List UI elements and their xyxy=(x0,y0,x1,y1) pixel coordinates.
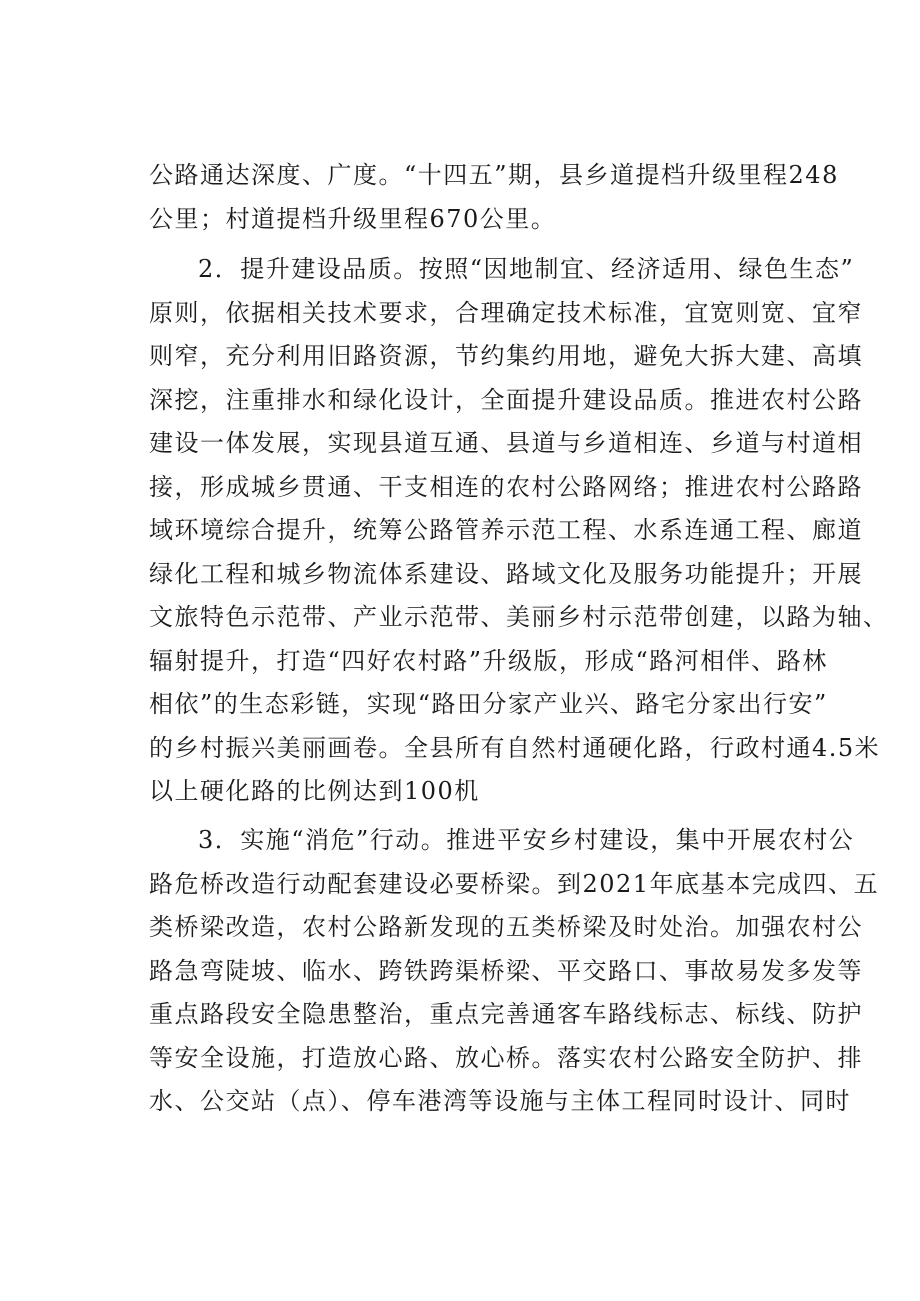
text-line-content: 路急弯陡坡、临水、跨铁跨渠桥梁、平交路口、事故易发多发等 xyxy=(149,957,863,985)
text-line xyxy=(0,1079,920,1123)
text-line-content: 类桥梁改造，农村公路新发现的五类桥梁及时处治。加强农村公 xyxy=(149,913,863,941)
text-line-content: 相依”的生态彩链，实现“路田分家产业兴、路宅分家出行安” xyxy=(149,690,828,718)
text-line-content: 原则，依据相关技术要求，合理确定技术标准，宜宽则宽、宜窄 xyxy=(149,299,863,327)
text-line xyxy=(0,682,920,726)
text-line-content: 接，形成城乡贯通、干支相连的农村公路网络；推进农村公路路 xyxy=(149,473,863,501)
text-line-content: 域环境综合提升，统筹公路管养示范工程、水系连通工程、廊道 xyxy=(149,516,863,544)
text-line xyxy=(0,465,920,509)
text-line-content: 文旅特色示范带、产业示范带、美丽乡村示范带创建，以路为轴、 xyxy=(149,603,889,631)
text-line xyxy=(0,334,920,378)
text-line-content: 路危桥改造行动配套建设必要桥梁。到2021年底基本完成四、五 xyxy=(149,870,880,898)
text-line xyxy=(0,862,920,906)
text-line-content: 建设一体发展，实现县道互通、县道与乡道相连、乡道与村道相 xyxy=(149,429,863,457)
text-line xyxy=(0,639,920,683)
text-line-content: 水、公交站（点）、停车港湾等设施与主体工程同时设计、同时 xyxy=(149,1087,851,1115)
text-line-content: 公路通达深度、广度。“十四五”期，县乡道提档升级里程248 xyxy=(149,161,839,189)
text-line xyxy=(0,197,920,241)
text-line xyxy=(0,595,920,639)
text-line xyxy=(0,992,920,1036)
text-line xyxy=(0,421,920,465)
text-line xyxy=(0,769,920,813)
text-line xyxy=(0,378,920,422)
text-line xyxy=(0,726,920,770)
text-line-content: 3．实施“消危”行动。推进平安乡村建设，集中开展农村公 xyxy=(198,826,855,854)
text-line xyxy=(0,508,920,552)
text-line-content: 深挖，注重排水和绿化设计，全面提升建设品质。推进农村公路 xyxy=(149,386,863,414)
paragraph-first-line xyxy=(0,247,920,291)
text-line xyxy=(0,153,920,197)
text-line-content: 2．提升建设品质。按照“因地制宜、经济适用、绿色生态” xyxy=(198,255,855,283)
text-line xyxy=(0,552,920,596)
text-line xyxy=(0,949,920,993)
text-line xyxy=(0,1036,920,1080)
text-line xyxy=(0,905,920,949)
text-line-content: 绿化工程和城乡物流体系建设、路域文化及服务功能提升；开展 xyxy=(149,560,863,588)
paragraph-first-line xyxy=(0,818,920,862)
text-line-content: 等安全设施，打造放心路、放心桥。落实农村公路安全防护、排 xyxy=(149,1044,863,1072)
text-line-content: 则窄，充分利用旧路资源，节约集约用地，避免大拆大建、高填 xyxy=(149,342,863,370)
text-line xyxy=(0,291,920,335)
text-line-content: 的乡村振兴美丽画卷。全县所有自然村通硬化路，行政村通4.5米 xyxy=(149,734,881,762)
text-line-content: 重点路段安全隐患整治，重点完善通客车路线标志、标线、防护 xyxy=(149,1000,863,1028)
text-line-content: 以上硬化路的比例达到100机 xyxy=(149,777,480,805)
text-line-content: 公里；村道提档升级里程670公里。 xyxy=(149,205,557,233)
text-line-content: 辐射提升，打造“四好农村路”升级版，形成“路河相伴、路林 xyxy=(149,647,828,675)
